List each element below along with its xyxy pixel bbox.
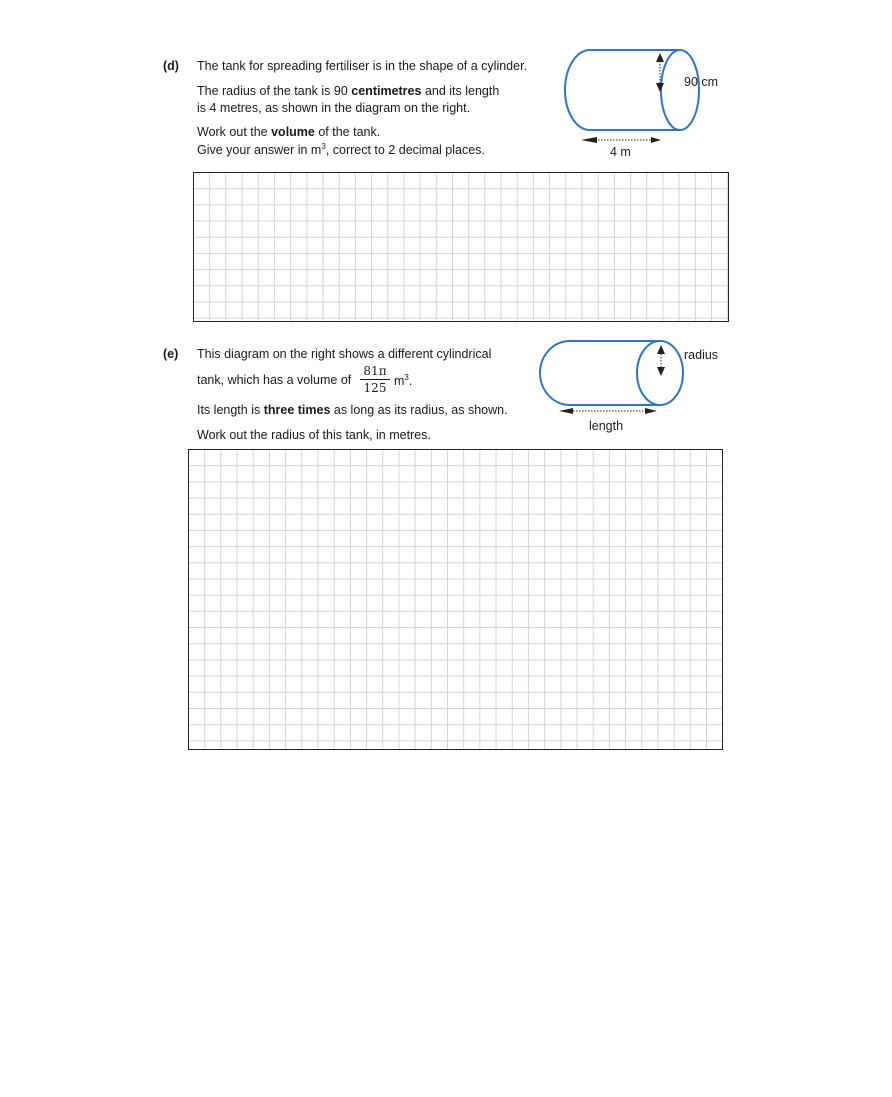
question-e-line-4: Work out the radius of this tank, in metres. xyxy=(197,428,431,442)
radius-label-e: radius xyxy=(684,348,719,362)
question-d-line-2: The radius of the tank is 90 centimetres and its length xyxy=(197,84,500,98)
answer-grid-d[interactable] xyxy=(193,172,729,322)
question-d-line-3: is 4 metres, as shown in the diagram on the right. xyxy=(197,101,471,115)
question-e-line-1: This diagram on the right shows a different cylindrical xyxy=(197,347,492,361)
cylinder-diagram-d xyxy=(555,45,735,165)
fraction-numerator: 81π xyxy=(363,364,387,378)
question-d-line-1: The tank for spreading fertiliser is in the shape of a cylinder. xyxy=(197,59,528,73)
volume-unit: $m^3$. xyxy=(394,373,413,389)
fraction-denominator: 125 xyxy=(363,381,387,395)
question-e-line-3: Its length is three times as long as its radius, as shown. xyxy=(197,403,508,417)
question-d-line-4: Work out the volume of the tank. xyxy=(197,125,381,139)
length-label-d: 4 m xyxy=(610,145,631,159)
cylinder-diagram-e xyxy=(535,335,735,435)
question-label-e: (e) xyxy=(163,347,179,361)
answer-grid-e[interactable] xyxy=(188,449,723,750)
question-label-d: (d) xyxy=(163,59,179,73)
question-d-line-5: Give your answer in $m^3$, correct to 2 decimal places. xyxy=(197,142,485,158)
volume-fraction xyxy=(360,364,390,395)
radius-label-d: 90 cm xyxy=(684,75,719,89)
length-label-e: length xyxy=(589,419,624,433)
question-e-line-2: tank, which has a volume of xyxy=(197,373,352,387)
